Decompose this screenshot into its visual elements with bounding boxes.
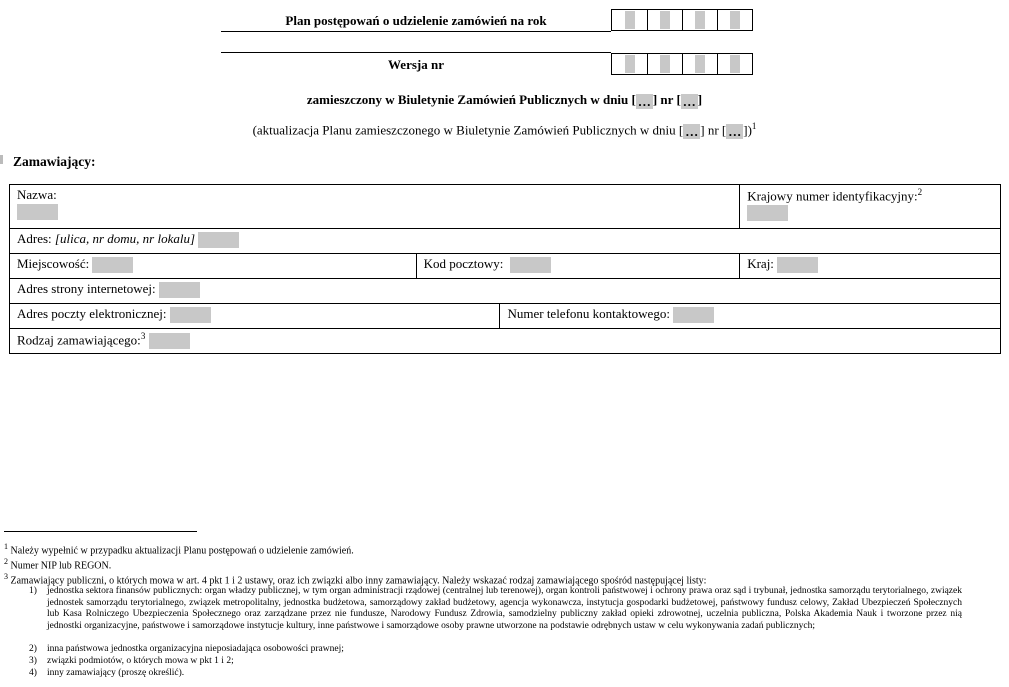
krs-label: Krajowy numer identyfikacyjny: — [747, 188, 918, 204]
postal-cell — [416, 254, 740, 279]
version-digit-box[interactable] — [682, 54, 717, 74]
name-cell — [10, 185, 740, 229]
type-field[interactable] — [149, 333, 190, 349]
list-item-text: związki podmiotów, o których mowa w pkt 1 i 2; — [47, 656, 234, 666]
list-item-text: inna państwowa jednostka organizacyjna nieposiadająca osobowości prawnej; — [47, 644, 344, 654]
postal-field[interactable] — [510, 257, 551, 273]
list-item — [29, 668, 962, 680]
krs-cell — [740, 185, 1001, 229]
email-field[interactable] — [170, 307, 211, 323]
phone-label: Numer telefonu kontaktowego: — [507, 306, 670, 321]
footnote-2-ref: 2 — [4, 557, 8, 566]
published-line — [0, 92, 1009, 109]
published-date-field[interactable]: … — [637, 93, 651, 109]
version-digit-box[interactable] — [717, 54, 752, 74]
type-cell — [10, 329, 1001, 354]
published-number-field[interactable]: … — [682, 93, 696, 109]
section-marker — [0, 155, 3, 164]
website-cell — [10, 279, 1001, 304]
name-field[interactable] — [17, 204, 58, 220]
update-date-field[interactable]: … — [685, 123, 699, 139]
type-label: Rodzaj zamawiającego: — [17, 332, 141, 348]
list-item — [29, 656, 962, 668]
address-label: Adres: — [17, 231, 55, 246]
footnote-ref-1: 1 — [751, 121, 757, 131]
list-item-text: jednostka sektora finansów publicznych: organ władzy publicznej, w tym organ administracji rządowej (centralnej lub terenowej), organ kontroli państwowej i ochrony prawa oraz sąd i trybunał, jednostka samorządu terytorialnego, związek jednostek samorządu terytorialnego, związek metropolitalny, jednostka budżetowa, samorządowy zakład budżetowy, agencja wykonawcza, instytucja gospodarki budżetowej, państwowy fundusz celowy, Zakład Ubezpieczeń Społecznych lub Kasa Rolniczego Ubezpieczenia Społecznego oraz zarządzane przez nie fundusze, Narodowy Fundusz Zdrowia, samodzielny publiczny zakład opieki zdrowotnej, uczelnia publiczna, Polska Akademia Nauk i tworzone przez nią jednostki organizacyjne, państwowe i samorządowe instytucje kultury, inne państwowe i samorządowe osoby prawne utworzone na podstawie odrębnych ustaw w celu wykonywania zadań publicznych; — [47, 586, 962, 631]
website-field[interactable] — [159, 282, 200, 298]
year-digit-box[interactable] — [717, 10, 752, 30]
footnote-3-text: Zamawiający publiczni, o których mowa w art. 4 pkt 1 i 2 ustawy, oraz ich związki albo inny zamawiający. Należy wskazać rodzaj zamawiającego spośród następującej listy: — [10, 575, 707, 587]
year-digit-box[interactable] — [682, 10, 717, 30]
list-item — [29, 644, 962, 656]
section-title: Zamawiający: — [13, 154, 96, 169]
published-suffix: ] — [697, 92, 703, 107]
year-digit-box[interactable] — [612, 10, 647, 30]
footnote-1-text: Należy wypełnić w przypadku aktualizacji Planu postępowań o udzielenie zamówień. — [10, 545, 354, 557]
list-item-number: 4) — [29, 668, 37, 678]
list-item-text: inny zamawiający (proszę określić). — [47, 668, 185, 678]
update-mid: ] nr [ — [700, 122, 727, 138]
list-item-number: 3) — [29, 656, 37, 666]
title-underline — [221, 31, 611, 32]
phone-cell — [500, 304, 1001, 329]
postal-label: Kod pocztowy: — [423, 256, 504, 271]
version-label: Wersja nr — [388, 57, 444, 72]
footnote-2-text: Numer NIP lub REGON. — [10, 560, 112, 572]
list-item — [29, 586, 962, 632]
footnote-1 — [4, 541, 354, 557]
email-cell — [10, 304, 500, 329]
address-field[interactable] — [198, 232, 239, 248]
country-field[interactable] — [777, 257, 818, 273]
list-item-number: 1) — [29, 586, 37, 596]
footnote-separator — [4, 531, 197, 532]
version-input-boxes[interactable] — [611, 53, 753, 75]
update-suffix: ]) — [743, 122, 752, 138]
krs-field[interactable] — [747, 205, 788, 221]
version-overline — [221, 52, 611, 53]
city-cell — [10, 254, 417, 279]
footnote-2 — [4, 556, 111, 572]
city-field[interactable] — [92, 257, 133, 273]
version-digit-box[interactable] — [612, 54, 647, 74]
plan-title: Plan postępowań o udzielenie zamówień na rok — [285, 13, 547, 28]
footnote-1-ref: 1 — [4, 542, 8, 551]
footnote-ref-3: 3 — [140, 331, 146, 341]
address-hint: [ulica, nr domu, nr lokalu] — [54, 231, 196, 246]
version-digit-box[interactable] — [647, 54, 682, 74]
year-input-boxes[interactable] — [611, 9, 753, 31]
website-label: Adres strony internetowej: — [17, 281, 156, 296]
year-digit-box[interactable] — [647, 10, 682, 30]
address-cell — [10, 229, 1001, 254]
city-label: Miejscowość: — [17, 256, 90, 271]
update-prefix: (aktualizacja Planu zamieszczonego w Biuletynie Zamówień Publicznych w dniu [ — [252, 122, 684, 138]
name-label: Nazwa: — [17, 187, 57, 202]
country-cell — [740, 254, 1001, 279]
email-label: Adres poczty elektronicznej: — [17, 306, 167, 321]
update-number-field[interactable]: … — [728, 123, 742, 139]
contracting-authority-table — [9, 184, 1001, 354]
footnote-ref-2: 2 — [917, 187, 923, 197]
footnote-3-ref: 3 — [4, 572, 8, 581]
published-mid: ] nr [ — [652, 92, 681, 107]
update-line — [0, 121, 1009, 139]
published-prefix: zamieszczony w Biuletynie Zamówień Publicznych w dniu [ — [306, 92, 636, 107]
footnote-3 — [4, 571, 706, 587]
phone-field[interactable] — [673, 307, 714, 323]
list-item-number: 2) — [29, 644, 37, 654]
country-label: Kraj: — [747, 256, 774, 271]
